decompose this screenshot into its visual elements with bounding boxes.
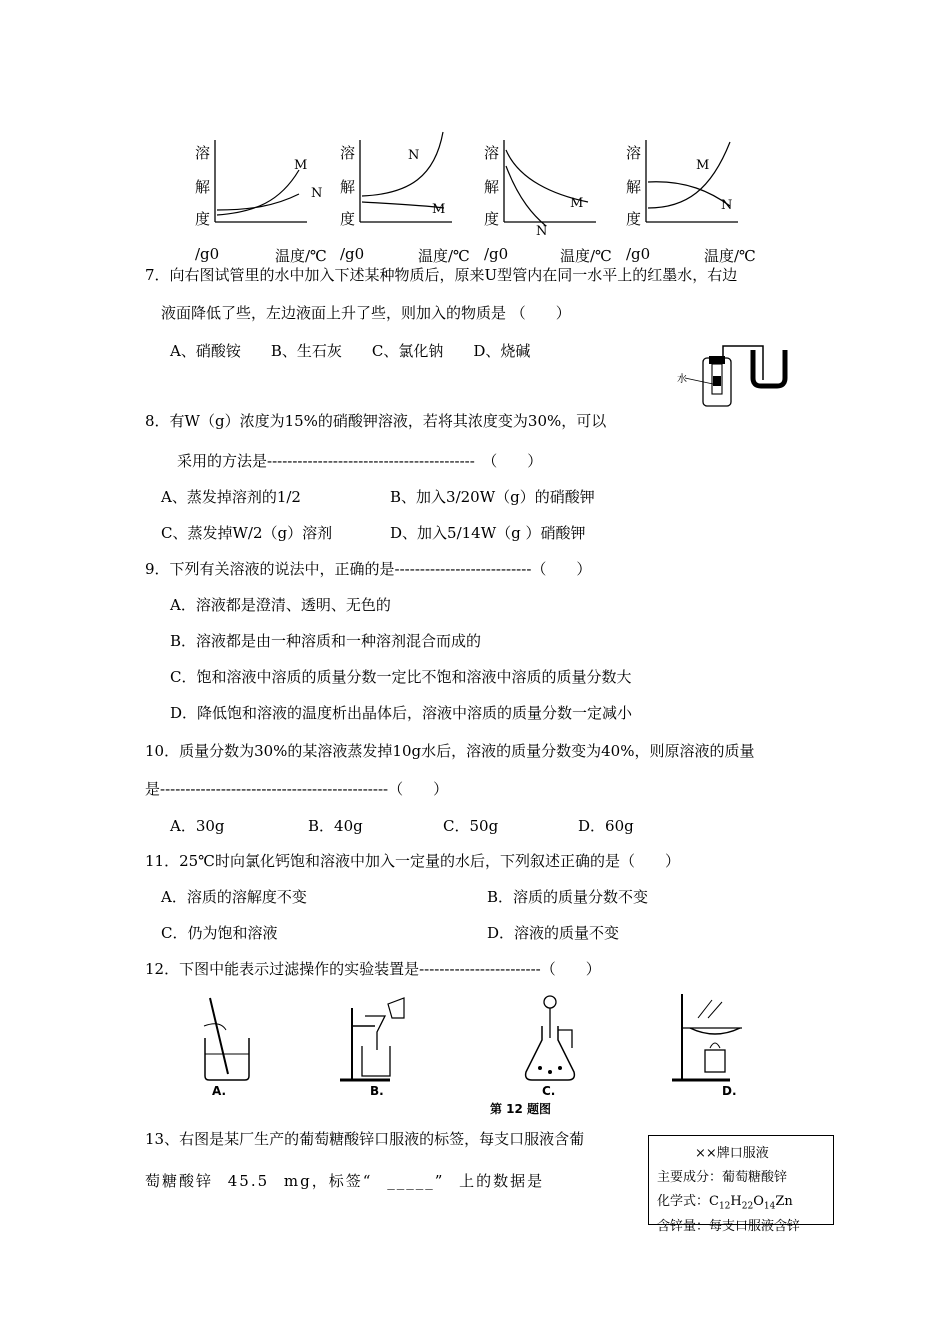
q9-option-a: A．溶液都是澄清、透明、无色的 xyxy=(170,596,391,614)
q13-line2: 萄糖酸锌 45.5 mg，标签“ _____” 上的数据是 xyxy=(145,1172,545,1190)
y-axis-char: 度 xyxy=(484,210,500,228)
q11-option-d: D．溶液的质量不变 xyxy=(487,924,620,942)
q10-option-a: A．30g xyxy=(170,817,225,835)
q9-option-b: B．溶液都是由一种溶质和一种溶剂混合而成的 xyxy=(170,632,482,650)
q10-option-b: B．40g xyxy=(308,817,363,835)
x-axis-label: 温度/℃ xyxy=(560,247,612,265)
q11-option-c: C．仍为饱和溶液 xyxy=(161,924,278,942)
formula-prefix: 化学式：C xyxy=(657,1194,719,1209)
y-axis-char: 解 xyxy=(340,178,356,196)
origin-label: /g0 xyxy=(195,245,220,263)
y-axis-char: 度 xyxy=(626,210,642,228)
y-axis-char: 溶 xyxy=(626,144,642,162)
q8-line1: 8．有W（g）浓度为15%的硝酸钾溶液，若将其浓度变为30%，可以 xyxy=(145,412,607,430)
q8-option-c: C、蒸发掉W/2（g）溶剂 xyxy=(161,524,333,542)
q10-line2: 是---------------------------------------------（ ） xyxy=(145,780,449,798)
solubility-graph-4 xyxy=(626,130,786,270)
q10-option-d: D．60g xyxy=(578,817,634,835)
curve-label: N xyxy=(536,224,548,239)
y-axis-char: 溶 xyxy=(195,144,211,162)
q8-option-d: D、加入5/14W（g ）硝酸钾 xyxy=(390,524,586,542)
product-label-box xyxy=(648,1135,834,1234)
y-axis-char: 解 xyxy=(626,178,642,196)
formula-c-sub: 12 xyxy=(718,1201,731,1212)
q8-line2: 采用的方法是----------------------------------------- （ ） xyxy=(177,452,543,470)
fig-label-c: C. xyxy=(542,1084,556,1098)
solubility-graph-1 xyxy=(195,130,355,270)
q8-option-b: B、加入3/20W（g）的硝酸钾 xyxy=(390,488,595,506)
y-axis-char: 度 xyxy=(195,210,211,228)
curve-label: M xyxy=(432,202,446,217)
y-axis-char: 溶 xyxy=(340,144,356,162)
curve-label: N xyxy=(311,186,323,201)
origin-label: /g0 xyxy=(484,245,509,263)
q13-line1: 13、右图是某厂生产的葡萄糖酸锌口服液的标签，每支口服液含葡 xyxy=(145,1130,585,1148)
formula-h-sub: 22 xyxy=(741,1201,754,1212)
q9-line1: 9．下列有关溶液的说法中，正确的是---------------------------（ ） xyxy=(145,560,592,578)
lab-figure xyxy=(190,988,750,1118)
q10-line1: 10．质量分数为30%的某溶液蒸发掉10g水后，溶液的质量分数变为40%，则原溶液的质量 xyxy=(145,742,755,760)
x-axis-label: 温度/℃ xyxy=(418,247,470,265)
q11-option-b: B．溶质的质量分数不变 xyxy=(487,888,649,906)
solubility-graph-2 xyxy=(340,130,500,270)
figure-caption: 第 12 题图 xyxy=(490,1102,552,1116)
q9-option-c: C．饱和溶液中溶质的质量分数一定比不饱和溶液中溶质的质量分数大 xyxy=(170,668,632,686)
curve-label: M xyxy=(570,196,584,211)
y-axis-char: 溶 xyxy=(484,144,500,162)
curve-label: N xyxy=(721,198,733,213)
u-tube-apparatus xyxy=(675,338,805,410)
q7-line1: 7．向右图试管里的水中加入下述某种物质后，原来U型管内在同一水平上的红墨水，右边 xyxy=(145,266,738,284)
fig-label-d: D. xyxy=(722,1084,737,1098)
fig-label-a: A. xyxy=(212,1084,227,1098)
curve-label: M xyxy=(294,158,308,173)
water-label: 水 xyxy=(677,374,687,385)
origin-label: /g0 xyxy=(340,245,365,263)
x-axis-label: 温度/℃ xyxy=(704,247,756,265)
y-axis-char: 解 xyxy=(195,178,211,196)
y-axis-char: 解 xyxy=(484,178,500,196)
formula-zn: Zn xyxy=(775,1194,793,1209)
x-axis-label: 温度/℃ xyxy=(275,247,327,265)
q12-line1: 12．下图中能表示过滤操作的实验装置是------------------------（ ） xyxy=(145,960,601,978)
q9-option-d: D．降低饱和溶液的温度析出晶体后，溶液中溶质的质量分数一定减小 xyxy=(170,704,633,722)
label-formula xyxy=(657,1190,793,1212)
q11-line1: 11．25℃时向氯化钙饱和溶液中加入一定量的水后，下列叙述正确的是（ ） xyxy=(145,852,680,870)
formula-h: H xyxy=(730,1194,742,1209)
curve-label: M xyxy=(696,158,710,173)
q7-options: A、硝酸铵 B、生石灰 C、氯化钠 D、烧碱 xyxy=(170,342,531,360)
formula-o: O xyxy=(753,1194,764,1209)
q11-option-a: A．溶质的溶解度不变 xyxy=(161,888,307,906)
y-axis-char: 度 xyxy=(340,210,356,228)
formula-o-sub: 14 xyxy=(763,1201,776,1212)
q10-option-c: C．50g xyxy=(443,817,499,835)
label-main-ingredient: 主要成分：葡萄糖酸锌 xyxy=(657,1170,788,1185)
lab-apparatus-drawings xyxy=(190,988,750,1088)
q7-line2: 液面降低了些，左边液面上升了些，则加入的物质是 （ ） xyxy=(161,304,571,322)
q8-option-a: A、蒸发掉溶剂的1/2 xyxy=(161,488,301,506)
label-title: ××牌口服液 xyxy=(695,1146,769,1161)
solubility-graph-3 xyxy=(484,130,644,270)
label-zinc-content: 含锌量：每支口服液含锌 xyxy=(657,1219,801,1234)
curve-label: N xyxy=(408,148,420,163)
origin-label: /g0 xyxy=(626,245,651,263)
fig-label-b: B. xyxy=(370,1084,384,1098)
